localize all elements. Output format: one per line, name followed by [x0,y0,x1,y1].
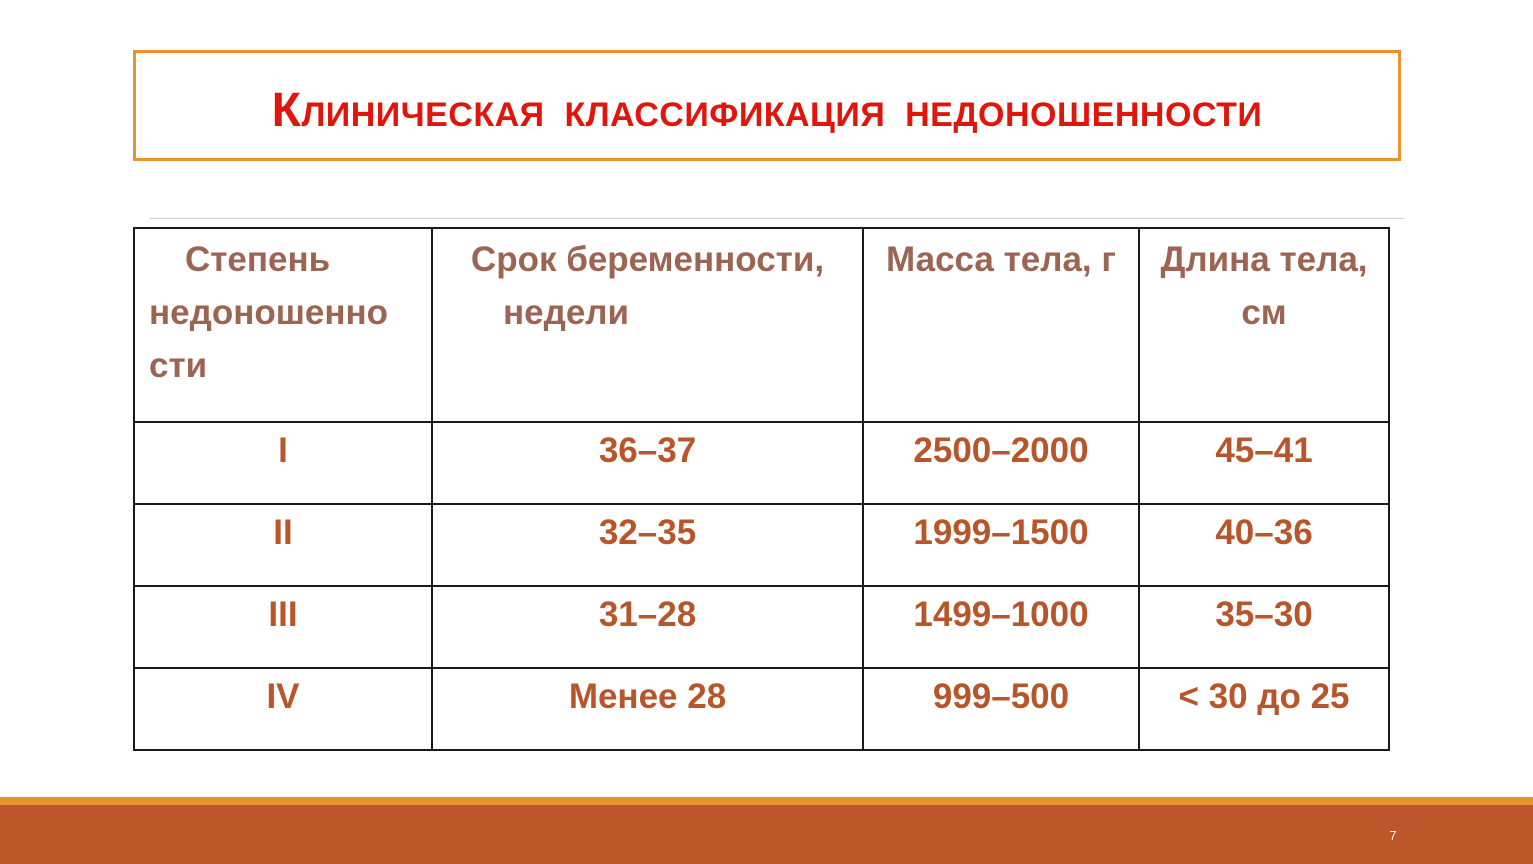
cell-length: 45–41 [1139,422,1389,504]
table-row [134,668,1389,750]
page-number: 7 [1389,828,1397,843]
header-mass [863,228,1139,422]
cell-mass: 2500–2000 [863,422,1139,504]
cell-degree: III [134,586,432,668]
header-degree [134,228,432,422]
cell-length: < 30 до 25 [1139,668,1389,750]
cell-degree: IV [134,668,432,750]
header-mass-label: Масса тела, г [886,240,1116,279]
cell-term: 31–28 [432,586,863,668]
slide-title: Клиническая классификация недоношенности [271,84,1263,137]
table-row [134,422,1389,504]
cell-length: 40–36 [1139,504,1389,586]
header-term-line1: Срок беременности, [470,240,825,279]
header-length [1139,228,1389,422]
cell-mass: 1499–1000 [863,586,1139,668]
divider-line [150,218,1404,219]
classification-table [133,227,1390,751]
header-length-line1: Длина тела, [1160,240,1368,279]
cell-mass: 1999–1500 [863,504,1139,586]
title-box [133,50,1401,161]
cell-degree: I [134,422,432,504]
cell-term: 32–35 [432,504,863,586]
table-header-row [134,228,1389,422]
cell-degree: II [134,504,432,586]
cell-length: 35–30 [1139,586,1389,668]
header-term [432,228,863,422]
cell-mass: 999–500 [863,668,1139,750]
header-degree-line1: Степень [185,240,331,279]
header-degree-line2: недоношенно [149,293,389,332]
header-term-line2: недели [503,293,630,332]
cell-term: Менее 28 [432,668,863,750]
header-length-line2: см [1241,293,1287,332]
table-row [134,586,1389,668]
footer-accent-line [0,797,1533,805]
header-degree-line3: сти [149,346,208,385]
footer-band [0,805,1533,864]
cell-term: 36–37 [432,422,863,504]
table-row [134,504,1389,586]
